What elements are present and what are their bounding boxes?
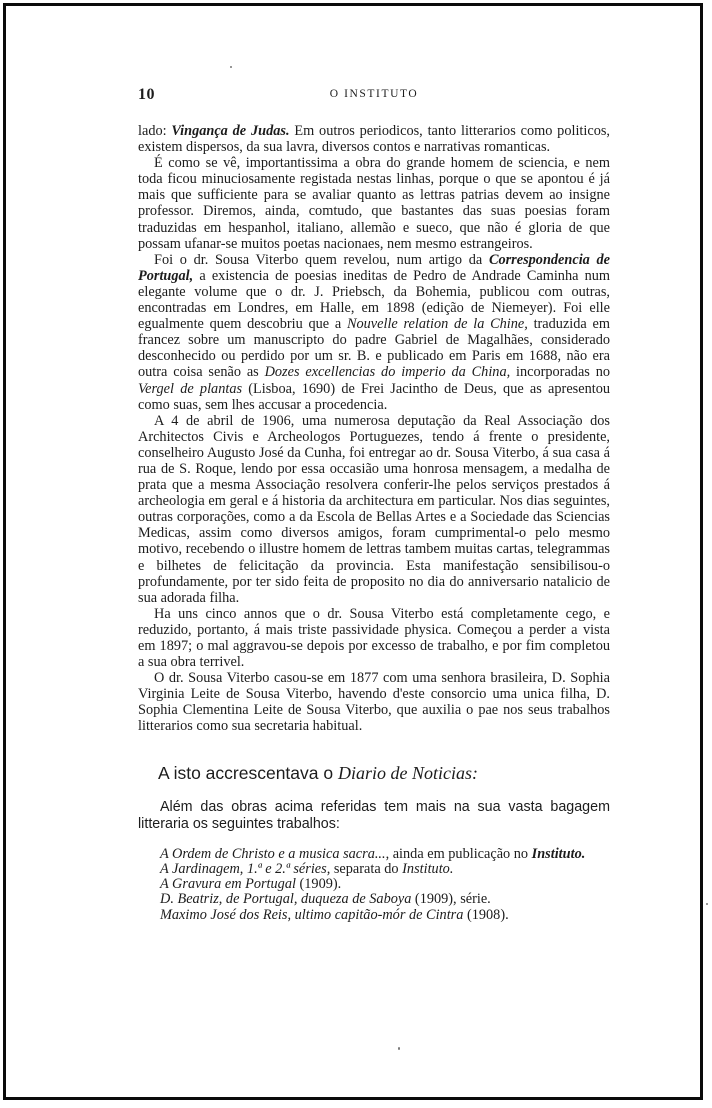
article-body <box>138 123 610 923</box>
text-run: É como se vê, importantissima a obra do grande homem de sciencia, e nem toda ficou minuciosamente registada nestas linhas, porque o que se apontou é já mais que sufficiente para se avaliar quanto as lettras patrias devem ao insigne professor. Diremos, ainda, comtudo, que bastantes das suas poesias foram traduzidas em hespanhol, italiano, allemão e sueco, que não é gloria de que possam ufanar-se muitos poetas nacionaes, nem mesmo estrangeiros. <box>138 155 610 252</box>
paragraph <box>138 155 610 252</box>
text-run: (Lisboa, 1690) de Frei Jacintho de Deus, que as apresentou como suas, sem lhes accusar a procedencia. <box>138 380 610 413</box>
work-entry <box>138 847 610 862</box>
text-run: (1909). <box>295 876 342 893</box>
text-run: , ainda em publicação no <box>385 845 532 862</box>
works-list <box>138 847 610 923</box>
emphasis-text: Maximo José dos Reis, ultimo capitão-mór de Cintra <box>160 906 464 923</box>
emphasis-text: Nouvelle relation de la Chine, <box>346 316 528 333</box>
work-entry <box>138 862 610 877</box>
emphasis-text: Instituto. <box>402 861 454 878</box>
text-run: lado: <box>138 123 172 139</box>
scan-speck <box>706 903 708 905</box>
text-run: O dr. Sousa Viterbo casou-se em 1877 com uma senhora brasileira, D. Sophia Virginia Leite de Sousa Viterbo, havendo d'este consorcio uma unica filha, D. Sophia Clementina Leite de Sousa Viterbo, que auxilia o pae nos seus trabalhos litterarios como sua secretaria habitual. <box>138 670 610 735</box>
work-entry <box>138 892 610 907</box>
text-run: incorporadas no <box>510 364 610 381</box>
emphasis-text: Vergel de plantas <box>138 380 243 397</box>
emphasis-text: Correspondencia de Portugal, <box>138 251 610 284</box>
text-run: A 4 de abril de 1906, uma numerosa deputação da Real Associação dos Architectos Civis e Archeologos Portuguezes, tendo á frente o presidente, conselheiro Augusto José da Cunha, foi entregar ao dr. Sousa Viterbo, á sua casa á rua de S. Roque, lendo por essa occasião uma honrosa mensagem, a medalha de prata que a mesma Associação resolvera conferir-lhe pelos serviços prestados á archeologia em geral e á historia da architectura em particular. Nos dias seguintes, outras corporações, como a da Escola de Bellas Artes e a Sociedade das Sciencias Medicas, assim como diversos amigos, foram cumprimental-o pelo mesmo motivo, recebendo o illustre homem de lettras tambem muitas cartas, telegrammas e bilhetes de felicitação da provincia. Esta manifestação sensibilisou-o profundamente, por ter sido feita de proposito no dia do anniversario natalicio de sua adorada filha. <box>138 412 610 606</box>
scan-speck <box>230 66 232 68</box>
paragraph <box>138 252 610 413</box>
paragraph <box>138 606 610 670</box>
text-run: (1908). <box>463 906 509 923</box>
paragraph <box>138 670 610 734</box>
work-entry <box>138 877 610 892</box>
emphasis-text: Instituto. <box>531 845 586 862</box>
emphasis-text: D. Beatriz, de Portugal, duqueza de Saboya <box>160 891 412 908</box>
subheading-prefix: A isto accrescentava o <box>158 762 338 783</box>
works-intro: Além das obras acima referidas tem mais na sua vasta bagagem litteraria os seguintes trabalhos: <box>138 798 610 832</box>
text-run: Ha uns cinco annos que o dr. Sousa Viterbo está completamente cego, e reduzido, portanto, á mais triste passividade physica. Começou a perder a vista em 1897; o mal aggravou-se depois por excesso de trabalho, e por fim completou a sua obra terrivel. <box>138 605 610 671</box>
text-run: Em outros periodicos, tanto litterarios como politicos, existem dispersos, da sua lavra, diversos contos e narrativas romanticas. <box>138 123 611 156</box>
text-run: traduzida em francez sobre um manuscripto do padre Gabriel de Magalhães, considerado desconhecido ou perdido por um sr. B. e publicado em Paris em 1688, não era outra coisa senão as <box>138 316 610 381</box>
emphasis-text: Dozes excellencias do imperio da China, <box>264 364 511 381</box>
emphasis-text: Vingança de Judas. <box>171 123 290 139</box>
text-run: separata do <box>330 861 403 878</box>
running-title: O INSTITUTO <box>329 88 419 100</box>
page-header <box>138 86 610 106</box>
newspaper-title: Diario de Noticias: <box>337 762 478 783</box>
text-run: a existencia de poesias ineditas de Pedro de Andrade Caminha num elegante volume que o dr. J. Priebsch, da Bohemia, publicou com outras, encontradas em Londres, em Halle, em 1898 (edição de Niemeyer). Foi elle egualmente quem descobriu que a <box>138 267 610 333</box>
emphasis-text: A Ordem de Christo e a musica sacra... <box>160 845 386 862</box>
page-number: 10 <box>138 86 155 103</box>
scan-speck <box>398 1047 400 1050</box>
paragraph <box>138 123 610 155</box>
paragraph-list <box>138 123 610 735</box>
work-entry <box>138 908 610 923</box>
emphasis-text: A Gravura em Portugal <box>160 876 296 893</box>
paragraph <box>138 413 610 606</box>
text-run: Foi o dr. Sousa Viterbo quem revelou, num artigo da <box>154 251 489 268</box>
text-run: (1909), série. <box>411 891 491 908</box>
emphasis-text: A Jardinagem, 1.ª e 2.ª séries, <box>160 861 331 878</box>
section-subheading <box>138 763 610 783</box>
